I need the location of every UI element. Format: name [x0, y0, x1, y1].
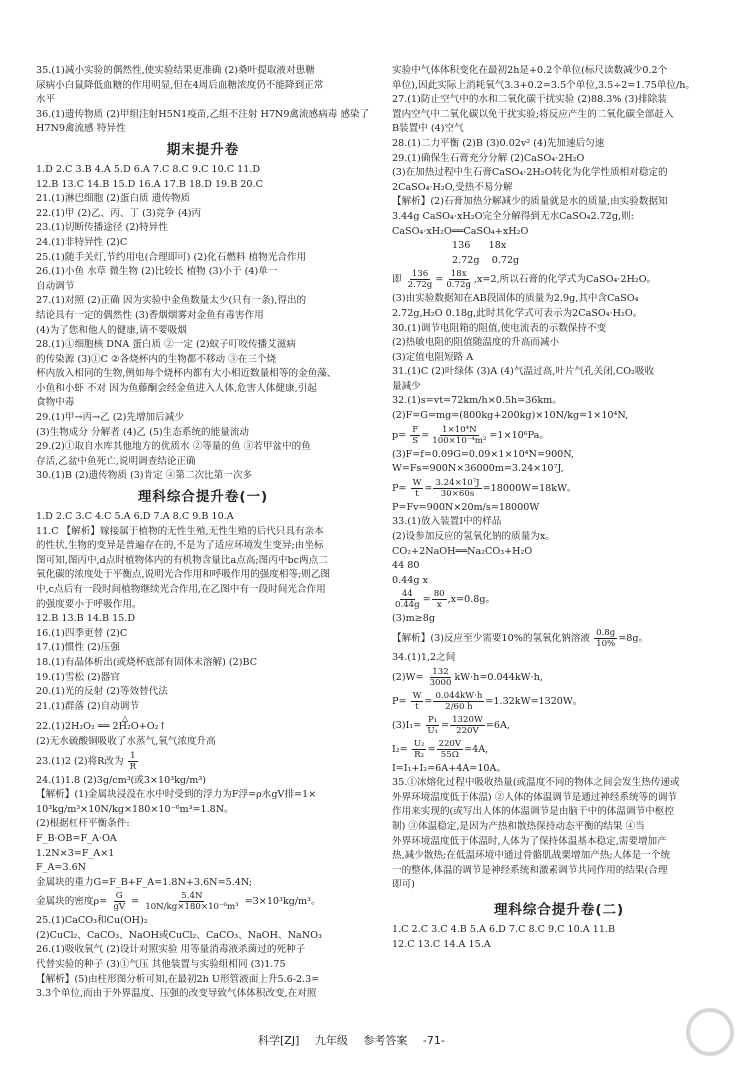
text-line: (2)CuCl₂、CaCO₃、NaOH或CuCl₂、CaCO₃、NaOH、NaNO₃	[36, 929, 322, 941]
fraction	[412, 739, 427, 760]
text-line: 29.(1)确保生石膏充分分解 (2)CaSO₄·2H₂O	[392, 152, 585, 164]
numerator: 80	[433, 589, 445, 600]
text-line: (2)根据杠杆平衡条件:	[36, 818, 130, 830]
section-heading: 期末提升卷	[166, 141, 240, 158]
equals: =	[131, 896, 140, 908]
fraction	[111, 891, 127, 912]
text-line: 33.(1)放入装置Ⅰ中的样品	[392, 516, 502, 528]
fraction	[425, 715, 440, 736]
fraction	[411, 691, 424, 712]
text-line: 23.(1)切断传播途径 (2)特异性	[36, 222, 168, 234]
numerator: G	[115, 891, 123, 902]
text-line: 27.(1)对照 (2)正确 因为实验中金鱼数量太少(只有一条),得出的	[36, 295, 307, 307]
fraction	[433, 478, 481, 499]
text-line: 实验中气体体积变化在最初2h是+0.2个单位(标尺读数减少0.2个	[392, 65, 668, 76]
watermark-circle-icon	[686, 1008, 734, 1056]
denominator: R	[129, 761, 137, 772]
text-line: 金属块的重力G=F_B+F_A=1.8N+3.6N=5.4N;	[36, 876, 253, 888]
pressure-text: p=	[392, 429, 407, 441]
denominator: 30×60s	[440, 488, 475, 499]
text-line: (3)F=f=0.09G=0.09×1×10⁴N=900N,	[392, 448, 575, 460]
text-line: 2.72g,H₂O 0.18g,此时其化学式可表示为2CaSO₄·H₂O。	[392, 307, 643, 319]
text-line: 量减少	[392, 380, 421, 392]
text-line: 一的整体,体温的调节是神经系统和激素调节共同作用的结果(合理	[392, 864, 668, 876]
text-line: 【解析】(2)石膏加热分解减少的质量就是水的质量,由实验数据知	[392, 196, 668, 208]
formula-line: p= $\frac{F}{S}$ = $\frac{\text{1×10⁴N}}{\text{100×10⁻⁴m²}}$ =1×10⁶Pa。	[392, 424, 549, 446]
watermark-logo	[566, 1004, 736, 1068]
fraction	[437, 739, 464, 760]
numerator: 136	[411, 269, 429, 280]
text-line: 3.3个单位,而由于外界温度、压强的改变导致气体体积改变,在对照	[36, 988, 317, 1000]
numerator: U₂	[413, 738, 425, 749]
denominator: t	[415, 488, 419, 499]
numerator: 220V	[438, 738, 462, 749]
denominator: gV	[113, 902, 126, 913]
left-column	[36, 64, 370, 1002]
formula-line: 即 $\frac{136}{2.72g}$ = $\frac{18x}{0.72g}$ ,x=2,所以石膏的化学式为CaSO₄·2H₂O。	[392, 269, 657, 291]
numerator: 0.044kW·h	[435, 690, 483, 701]
text-line: 16.(1)四季更替 (2)C	[36, 627, 128, 639]
text-line: 2CaSO₄·H₂O,受热不易分解	[392, 181, 513, 193]
current-text: (3)I₁=	[392, 719, 422, 731]
text-line: 外界环境温度低于体温) ②人体的体温调节是通过神经系统等的调节	[392, 791, 678, 803]
formula-line: $\frac{44}{0.44g}$ = $\frac{80}{x}$ ,x=0.8g。	[395, 589, 496, 611]
denominator: R₂	[414, 749, 425, 760]
pressure-result: =1×10⁶Pa。	[489, 429, 549, 441]
text-line: 29.(2)①取自水库其他地方的优质水 ②等量的鱼 ③若甲盆中的鱼	[36, 441, 311, 453]
text-line: I=I₁+I₂=6A+4A=10A。	[392, 762, 507, 774]
text-line: 25.(1)随手关灯,节约用电(合理即可) (2)化石燃料 植物光合作用	[36, 251, 307, 263]
text-line: 17.(1)惯性 (2)压强	[36, 642, 120, 654]
text-line: 24.(1)非特异性 (2)C	[36, 236, 128, 248]
section-heading: 理科综合提升卷(二)	[493, 901, 625, 918]
denominator: U₁	[427, 725, 439, 736]
current-result: =6A,	[485, 719, 510, 731]
text-line: 【解析】(1)金属块浸没在水中时受到的浮力为F浮=ρ水gV排=1×	[36, 789, 317, 801]
work-result: kW·h=0.044kW·h,	[454, 671, 543, 683]
formula-line: (3)I₁= $\frac{\text{P₁}}{\text{U₁}}$ = $\frac{1320W}{220V}$ =6A,	[392, 714, 510, 736]
text-line: (3)由实验数据知在AB段固体的质量为2.9g,其中含CaSO₄	[392, 293, 639, 305]
text-line: 35.①冰熔化过程中吸收热量(或温度不同的物体之间会发生热传递或	[392, 777, 680, 789]
ratio-text: 即	[392, 274, 402, 286]
numerator: 0.8g	[596, 628, 616, 638]
text-line: 35.(1)减小实验的偶然性,使实验结果更准确 (2)桑叶提取液对患糖	[36, 65, 315, 76]
numerator: 44	[401, 589, 413, 600]
formula-line: I₂= $\frac{\text{U₂}}{\text{R₂}}$ = $\frac{220V}{55\Omega}$ =4A,	[392, 738, 489, 760]
text-line: 1.2N×3=F_A×1	[36, 847, 115, 859]
answer-block	[392, 448, 726, 477]
section-heading: 理科综合提升卷(一)	[137, 489, 269, 506]
answer-block	[392, 292, 726, 423]
numerator: 3.24×10⁷J	[435, 477, 480, 488]
fraction	[432, 589, 447, 610]
formula-line	[36, 750, 370, 774]
right-column	[392, 64, 726, 952]
answer-block	[392, 651, 726, 666]
text-line: 1.D 2.C 3.B 4.A 5.D 6.A 7.C 8.C 9.C 10.C 11.D	[36, 163, 261, 175]
answer-block	[392, 762, 726, 893]
answer-block	[36, 510, 370, 714]
denominator: 2.72g	[407, 280, 433, 291]
text-line: 31.(1)C (2)叶绿体 (3)A (4)气温过高,叶片气孔关闭,CO₂吸收	[392, 366, 655, 378]
answer-block	[392, 923, 726, 952]
answer-block	[36, 914, 370, 1002]
work-text: (2)W=	[392, 671, 424, 683]
text-line: 12.B 13.C 14.B 15.D 16.A 17.B 18.D 19.B 20.C	[36, 178, 263, 190]
text-line: F_B·OB=F_A·OA	[36, 832, 117, 844]
current-text: I₂=	[392, 743, 408, 755]
density-text: 金属块的密度ρ=	[36, 896, 108, 908]
text-line: 3.44g CaSO₄·xH₂O完全分解得到无水CaSO₄2.72g,则:	[392, 210, 634, 222]
formula-line	[36, 714, 370, 735]
text-line: 的强度要小于呼吸作用。	[36, 598, 142, 610]
calc-row: 2.72g 0.72g	[452, 254, 520, 266]
text-line: 的传染源 (3)①C ②各烧杯内的生物都不移动 ③在三个烧	[36, 353, 277, 365]
text-line: 32.(1)s=vt=72km/h×0.5h=36km。	[392, 395, 562, 407]
power-text: P=	[392, 695, 407, 707]
text-line: 即可)	[392, 879, 415, 891]
fraction	[406, 269, 435, 290]
text-line: 作用来实现的(或写出人体的体温调节是由脑干中的体温调节中枢控	[392, 806, 674, 818]
power-result: =18000W=18kW。	[482, 482, 577, 494]
q23-text: 23.(1)2 (2)将R改为	[36, 755, 124, 767]
fraction	[143, 891, 240, 912]
denominator: 10%	[596, 639, 616, 649]
text-line: (2)热敏电阻的阻值随温度的升高而减小	[392, 337, 560, 349]
numerator: 1	[130, 750, 136, 761]
denominator: 3000	[429, 677, 452, 688]
text-line: 22.(1)甲 (2)乙、丙、丁 (3)竞争 (4)丙	[36, 207, 202, 219]
fraction	[594, 628, 617, 649]
calc-row: 136 18x	[452, 240, 507, 252]
fraction	[128, 751, 138, 772]
denominator: t	[415, 701, 419, 712]
text-line: 1.C 2.C 3.C 4.B 5.A 6.D 7.C 8.C 9.C 10.A 11.B	[392, 923, 616, 935]
text-line: 44 80	[392, 560, 420, 572]
fraction	[410, 425, 420, 446]
fraction	[450, 715, 485, 736]
text-line: 热,减少散热;在低温环境中通过骨骼肌战栗增加产热;人体是一个统	[392, 850, 671, 862]
text-line: 29.(1)甲→丙→乙 (2)先增加后减少	[36, 412, 184, 424]
power-result: =1.32kW=1320W。	[485, 695, 583, 707]
numerator: 1320W	[452, 714, 483, 725]
fraction	[433, 691, 484, 712]
text-line: 氧化碳的浓度处于平衡点,说明光合作用和呼吸作用的强度相等;则乙图	[36, 569, 331, 581]
denominator: 0.44g	[395, 600, 420, 611]
denominator: S	[412, 435, 419, 446]
numerator: 5.4N	[181, 891, 203, 902]
text-line: 单位),因此实际上消耗氧气3.3+0.2=3.5个单位,3.5÷2=1.75单位/h。	[392, 79, 695, 91]
text-line: CO₂+2NaOH══Na₂CO₃+H₂O	[392, 545, 533, 557]
text-line: 34.(1)1,2之间	[392, 652, 456, 663]
footer-label: 参考答案	[363, 1034, 408, 1047]
text-line: 28.(1)①细胞核 DNA 蛋白质 ②一定 (2)蚊子叮咬传播艾滋病	[36, 339, 296, 351]
denominator: 2/60 h	[445, 701, 473, 712]
text-line: 1.D 2.C 3.C 4.C 5.A 6.D 7.A 8.C 9.B 10.A	[36, 511, 234, 523]
footer-page-number: -71-	[422, 1034, 445, 1047]
text-line: 11.C 【解析】嫁接属于植物的无性生殖,无性生殖的后代只具有亲本	[36, 525, 324, 537]
numerator: 1×10⁴N	[442, 424, 477, 435]
text-line: 中,c点后有一段时间植物继续光合作用,在乙图中有一段时间光合作用	[36, 584, 326, 595]
text-line: 36.(1)遗传物质 (2)甲组注射H5N1疫苗,乙组不注射 H7N9禽流感病毒 感染了H7N9禽流感 特异性	[36, 108, 370, 135]
text-line: (4)为了您和他人的健康,请不要吸烟	[36, 324, 187, 336]
text-line: W=Fs=900N×36000m=3.24×10⁷J,	[392, 463, 564, 475]
text-line: 25.(1)CaCO₃和Cu(OH)₂	[36, 915, 148, 927]
numerator: F	[412, 424, 419, 435]
text-line: 21.(1)淋巴细胞 (2)蛋白质 遗传物质	[36, 193, 191, 205]
text-line: 21.(1)群落 (2)自动调节	[36, 700, 140, 712]
fraction	[428, 667, 454, 688]
answer-block	[36, 774, 370, 891]
denominator: 10N/kg×180×10⁻⁶m³	[145, 902, 239, 913]
text-line: 20.(1)光的反射 (2)等效替代法	[36, 686, 168, 698]
solution-text: 【解析】(3)反应至少需要10%的氢氧化钠溶液	[392, 633, 591, 644]
text-line: (2)F=G=mg=(800kg+200kg)×10N/kg=1×10⁴N,	[392, 410, 629, 422]
text-line: 杯内放入相同的生物,例如每个烧杯内都有大小相近数量相等的金鱼藻、	[36, 368, 337, 380]
footer-subject: 科学[ZJ]	[258, 1034, 300, 1047]
numerator: W	[412, 690, 422, 701]
fraction	[393, 589, 422, 610]
answer-block	[392, 64, 726, 239]
text-line: 24.(1)1.8 (2)3g/cm³(或3×10³kg/m³)	[36, 774, 206, 786]
numerator: P₁	[428, 714, 438, 725]
fraction	[411, 478, 424, 499]
text-line: 28.(1)二力平衡 (2)B (3)0.02v² (4)先加速后匀速	[392, 137, 605, 149]
text-line: (3)在加热过程中生石膏CaSO₄·2H₂O转化为化学性质相对稳定的	[392, 167, 668, 179]
text-line: 食物中毒	[36, 397, 75, 409]
text-line: 外界环境温度低于体温时,人体为了保持体温基本稳定,需要增加产	[392, 835, 667, 847]
text-line: B装置中 (4)空气	[392, 123, 464, 135]
denominator: x	[436, 600, 442, 611]
reaction-equation: 22.(1)2H₂O₂ ══ 2H₂O+O₂↑	[36, 721, 167, 733]
denominator: 220V	[456, 725, 479, 736]
answer-block	[392, 612, 726, 627]
answer-block	[392, 501, 726, 589]
text-line: (3)生物成分 分解者 (4)乙 (5)生态系统的能量流动	[36, 426, 250, 438]
denominator: 55Ω	[440, 749, 459, 760]
text-line: 置内空气中二氧化碳以免干扰实验;将反应产生的二氧化碳全部赶入	[392, 108, 674, 120]
solution-result: =8g。	[618, 633, 649, 644]
text-line: 26.(1)吸收氧气 (2)设计对照实验 用等量消毒液杀菌过的死种子	[36, 944, 306, 956]
text-line: (3)定值电阻短路 A	[392, 351, 474, 363]
denominator: 0.72g	[446, 280, 471, 291]
text-line: 30.(1)B (2)遗传物质 (3)肯定 ④第二次比第一次多	[36, 470, 253, 482]
text-line: 小鱼和小虾 不对 因为鱼藤酮会经金鱼进入人体,危害人体健康,引起	[36, 382, 317, 394]
text-line: 18.(1)有晶体析出(或烧杯底部有固体未溶解) (2)BC	[36, 656, 258, 668]
text-line: 26.(1)小鱼 水草 微生物 (2)比较长 植物 (3)小于 (4)单一	[36, 266, 278, 278]
text-line: 19.(1)雪松 (2)器官	[36, 671, 120, 683]
page-footer	[258, 1032, 457, 1048]
formula-line	[392, 627, 726, 651]
text-line: P=Fv=900N×20m/s=18000W	[392, 501, 540, 513]
text-line: 结论具有一定的偶然性 (3)香烟烟雾对金鱼有毒害作用	[36, 309, 264, 321]
text-line: 图可知,图丙中,d点时植物体内的有机物含量比a点高;图丙中bc两点二	[36, 554, 328, 566]
text-line: (2)设参加反应的氢氧化钠的质量为x。	[392, 531, 555, 543]
fraction	[430, 425, 488, 446]
text-line: 12.C 13.C 14.A 15.A	[392, 938, 491, 950]
x-result: ,x=0.8g。	[447, 594, 496, 606]
text-line: 0.44g x	[392, 574, 428, 586]
fraction	[444, 269, 473, 290]
text-line: (3)m≥8g	[392, 613, 435, 625]
numerator: 132	[432, 666, 449, 677]
numerator: W	[412, 477, 422, 488]
formula-line	[392, 666, 726, 690]
text-line: 12.B 13.B 14.B 15.D	[36, 613, 136, 625]
text-line: (2)无水硫酸铜吸收了水蒸气,氧气浓度升高	[36, 735, 216, 747]
text-line: 水平	[36, 94, 56, 106]
text-line: F_A=3.6N	[36, 862, 87, 874]
ratio-result: ,x=2,所以石膏的化学式为CaSO₄·2H₂O。	[473, 274, 657, 286]
text-line: 存活,乙盆中鱼死亡,说明调查结论正确	[36, 455, 196, 467]
text-line: 制) ③体温稳定,是因为产热和散热保持动态平衡的结果 ④当	[392, 820, 645, 832]
text-line: 30.(1)调节电阻箱的阻值,使电流表的示数保持不变	[392, 322, 607, 334]
numerator: 18x	[450, 269, 467, 280]
text-line: 尿病小白鼠降低血糖的作用明显,但在4周后血糖浓度仍不能降到正常	[36, 79, 324, 91]
text-line: 10³kg/m³×10N/kg×180×10⁻⁶m³=1.8N。	[36, 803, 234, 815]
formula-line: P= $\frac{W}{t}$ = $\frac{0.044kW\cdot h}{2/60 h}$ =1.32kW=1320W。	[392, 690, 583, 712]
power-text: P=	[392, 482, 407, 494]
footer-grade: 九年级	[314, 1034, 348, 1047]
current-result: =4A,	[464, 743, 489, 755]
answer-block	[36, 163, 370, 484]
text-line: 代替实验的种子 (3)①气压 其他装置与实验组相同 (3)1.75	[36, 959, 286, 971]
density-result: =3×10³kg/m³。	[244, 896, 321, 908]
text-line: CaSO₄·xH₂O══CaSO₄+xH₂O	[392, 225, 529, 237]
formula-line: P= $\frac{W}{t}$ = $\frac{\text{3.24×10⁷J}}{30\times 60s}$ =18000W=18kW。	[392, 477, 577, 499]
denominator: 100×10⁻⁴m²	[432, 435, 487, 446]
text-line: 自动调节	[36, 280, 75, 292]
text-line: 的性状,生物的变异是普遍存在的,不是为了适应环境发生变异;由坐标	[36, 540, 324, 552]
formula-line	[36, 890, 370, 914]
text-line: 【解析】(5)由柱形图分析可知,在最初2h U形管液面上升5.6-2.3=	[36, 973, 320, 985]
text-line: 27.(1)防止空气中的水和二氧化碳干扰实验 (2)88.3% (3)排除装	[392, 94, 667, 106]
reaction-condition: △	[122, 714, 129, 724]
